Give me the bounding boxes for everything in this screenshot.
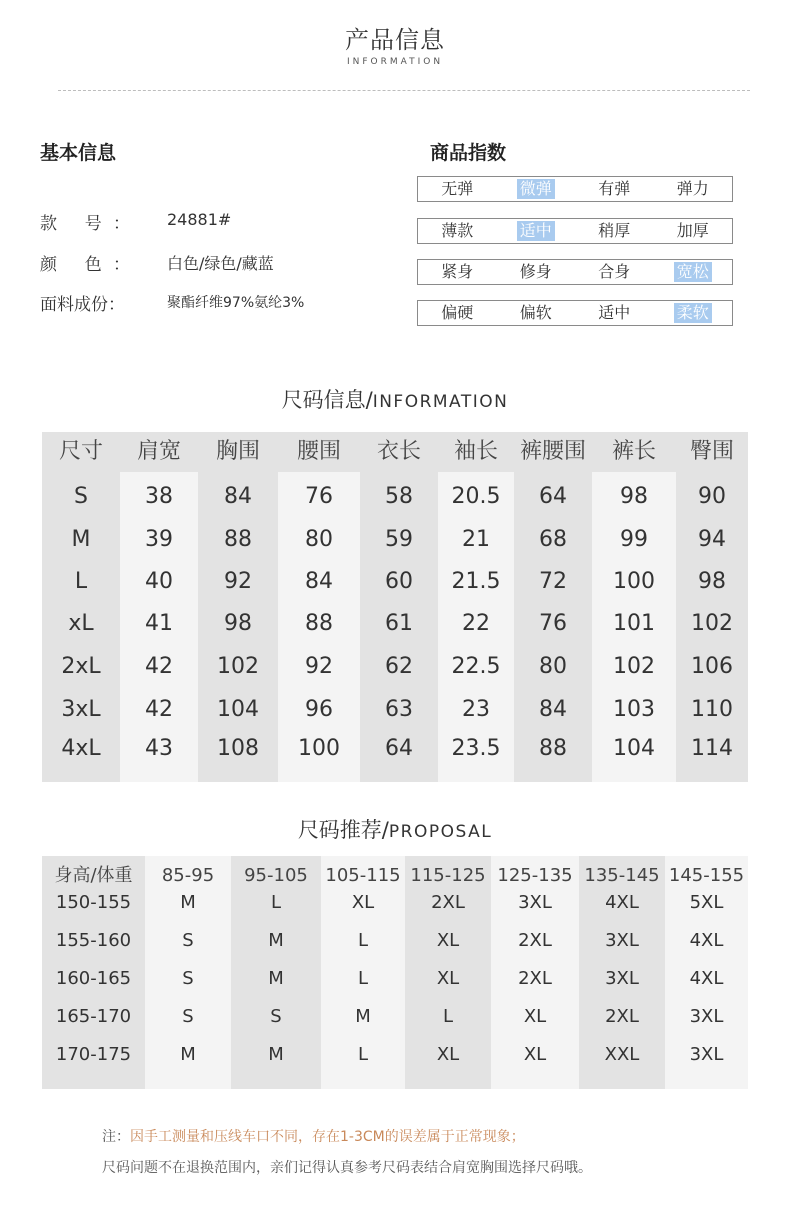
color-label: 颜 色： [40, 255, 130, 275]
size-cell: 64 [385, 736, 413, 761]
proposal-column-header: 125-135 [497, 865, 573, 886]
proposal-column [405, 856, 491, 1089]
size-column [198, 432, 278, 782]
size-cell: 76 [305, 484, 333, 509]
proposal-cell: 4XL [605, 892, 639, 913]
index-option [575, 219, 654, 243]
proposal-column-header: 95-105 [244, 865, 308, 886]
proposal-cell: S [270, 1006, 282, 1027]
size-cell: 98 [698, 569, 726, 594]
size-column [278, 432, 360, 782]
size-cell: 84 [539, 697, 567, 722]
size-cell: 80 [305, 527, 333, 552]
size-column-header: 腰围 [278, 432, 360, 472]
index-option-label: 柔软 [674, 303, 712, 323]
size-cell: 21 [462, 527, 490, 552]
index-option [497, 301, 576, 325]
size-column-header: 衣长 [360, 432, 438, 472]
proposal-cell: 3XL [689, 1006, 724, 1027]
size-cell: 103 [613, 697, 655, 722]
basic-info-heading: 基本信息 [40, 142, 117, 164]
index-option-label: 合身 [598, 262, 631, 281]
size-cell: 104 [217, 697, 259, 722]
size-cell: 42 [145, 654, 173, 679]
size-column [42, 432, 120, 782]
size-cell: 3xL [61, 697, 101, 722]
size-proposal-title-en: PROPOSAL [388, 822, 493, 842]
note-prefix: 注： [102, 1129, 130, 1145]
size-column [438, 432, 514, 782]
size-column-header: 臀围 [676, 432, 748, 472]
size-cell: 102 [691, 611, 733, 636]
index-option [575, 260, 654, 284]
index-option-label: 紧身 [441, 262, 474, 281]
proposal-cell: 4XL [689, 930, 724, 951]
size-cell: 114 [691, 736, 733, 761]
size-cell: 68 [539, 527, 567, 552]
note-line-1 [102, 1126, 525, 1146]
proposal-cell: XXL [604, 1044, 640, 1065]
proposal-cell: M [180, 892, 196, 913]
size-cell: 88 [539, 736, 567, 761]
index-option-selected [654, 301, 733, 325]
size-cell: 106 [691, 654, 733, 679]
index-option-label: 薄款 [441, 221, 474, 240]
proposal-cell: 3XL [689, 1044, 724, 1065]
proposal-cell: 170-175 [55, 1044, 132, 1065]
size-cell: 102 [613, 654, 655, 679]
proposal-cell: 3XL [605, 968, 639, 989]
page-subtitle: INFORMATION [346, 57, 444, 67]
size-cell: xL [68, 611, 94, 636]
index-option-label: 偏软 [519, 303, 552, 322]
size-cell: 98 [224, 611, 252, 636]
proposal-column [145, 856, 231, 1089]
size-cell: 101 [613, 611, 655, 636]
proposal-cell: S [182, 1006, 194, 1027]
size-info-title [0, 384, 790, 414]
index-option [654, 177, 733, 201]
index-option [418, 301, 497, 325]
size-column [676, 432, 748, 782]
product-index-heading: 商品指数 [430, 142, 507, 164]
index-option-label: 微弹 [517, 179, 555, 199]
index-option-label: 修身 [519, 262, 552, 281]
proposal-cell: 160-165 [55, 968, 132, 989]
proposal-cell: XL [523, 1044, 547, 1065]
size-cell: 62 [385, 654, 413, 679]
size-column [514, 432, 592, 782]
size-cell: 90 [698, 484, 726, 509]
size-proposal-table [42, 856, 748, 1089]
size-cell: 23 [462, 697, 490, 722]
proposal-cell: 5XL [689, 892, 724, 913]
size-column [360, 432, 438, 782]
size-cell: 64 [539, 484, 567, 509]
size-cell: 22.5 [451, 654, 501, 679]
index-option [654, 219, 733, 243]
proposal-cell: 165-170 [55, 1006, 132, 1027]
size-cell: 2xL [61, 654, 101, 679]
proposal-column-header: 105-115 [325, 865, 401, 886]
size-cell: 110 [691, 697, 733, 722]
index-row [417, 176, 733, 202]
size-cell: 21.5 [451, 569, 501, 594]
index-option-label: 宽松 [674, 262, 712, 282]
proposal-cell: XL [436, 1044, 460, 1065]
style-number-label: 款 号： [40, 214, 130, 234]
size-cell: L [74, 569, 88, 594]
proposal-cell: 2XL [518, 968, 552, 989]
size-cell: 94 [698, 527, 726, 552]
index-option-label: 有弹 [598, 179, 631, 198]
index-option [575, 301, 654, 325]
size-cell: 38 [145, 484, 173, 509]
size-cell: 61 [385, 611, 413, 636]
proposal-cell: 3XL [605, 930, 639, 951]
size-cell: 42 [145, 697, 173, 722]
index-option-label: 加厚 [676, 221, 709, 240]
proposal-cell: M [268, 1044, 284, 1065]
proposal-cell: M [268, 930, 284, 951]
size-column-header: 袖长 [438, 432, 514, 472]
proposal-cell: L [270, 892, 282, 913]
size-cell: 88 [224, 527, 252, 552]
size-proposal-title-cn: 尺码推荐/ [297, 818, 389, 842]
index-row [417, 218, 733, 244]
size-cell: 100 [613, 569, 655, 594]
proposal-column [321, 856, 405, 1089]
size-column [592, 432, 676, 782]
proposal-column [491, 856, 579, 1089]
size-cell: S [74, 484, 88, 509]
proposal-cell: XL [436, 930, 460, 951]
size-column [120, 432, 198, 782]
size-info-table [42, 432, 748, 782]
index-option [418, 177, 497, 201]
index-row [417, 259, 733, 285]
index-option-selected [497, 219, 576, 243]
index-option-label: 无弹 [441, 179, 474, 198]
proposal-cell: 150-155 [55, 892, 132, 913]
proposal-column [579, 856, 665, 1089]
proposal-column-header: 身高/体重 [54, 865, 133, 886]
size-cell: 84 [224, 484, 252, 509]
index-option [418, 219, 497, 243]
proposal-column-header: 85-95 [161, 865, 215, 886]
proposal-cell: XL [523, 1006, 547, 1027]
size-cell: 102 [217, 654, 259, 679]
size-cell: 22 [462, 611, 490, 636]
size-cell: 40 [145, 569, 173, 594]
proposal-cell: L [357, 1044, 369, 1065]
fabric-value: 聚酯纤维97%氨纶3% [167, 295, 305, 311]
size-column-header: 尺寸 [42, 432, 120, 472]
size-cell: 99 [620, 527, 648, 552]
size-cell: 76 [539, 611, 567, 636]
proposal-cell: 4XL [689, 968, 724, 989]
size-cell: 72 [539, 569, 567, 594]
size-cell: 98 [620, 484, 648, 509]
proposal-cell: S [182, 930, 194, 951]
proposal-column-header: 115-125 [410, 865, 486, 886]
size-cell: 84 [305, 569, 333, 594]
size-cell: 63 [385, 697, 413, 722]
proposal-cell: L [357, 968, 369, 989]
proposal-column [42, 856, 145, 1089]
fabric-label: 面料成份： [40, 295, 125, 315]
proposal-cell: XL [436, 968, 460, 989]
index-option-label: 稍厚 [598, 221, 631, 240]
proposal-cell: L [442, 1006, 454, 1027]
index-option-label: 偏硬 [441, 303, 474, 322]
size-column-header: 肩宽 [120, 432, 198, 472]
size-info-title-cn: 尺码信息/ [281, 388, 373, 412]
proposal-cell: 155-160 [55, 930, 132, 951]
size-column-header: 裤腰围 [514, 432, 592, 472]
proposal-cell: M [268, 968, 284, 989]
size-cell: 80 [539, 654, 567, 679]
index-option-label: 弹力 [676, 179, 709, 198]
index-option [497, 260, 576, 284]
dashed-divider [58, 90, 750, 91]
size-column-header: 裤长 [592, 432, 676, 472]
proposal-cell: 2XL [518, 930, 552, 951]
color-value: 白色/绿色/藏蓝 [167, 254, 274, 273]
size-cell: 58 [385, 484, 413, 509]
size-cell: 23.5 [451, 736, 501, 761]
size-column-header: 胸围 [198, 432, 278, 472]
size-cell: 4xL [61, 736, 101, 761]
size-cell: 92 [305, 654, 333, 679]
proposal-cell: 3XL [518, 892, 552, 913]
proposal-cell: L [357, 930, 369, 951]
size-cell: 104 [613, 736, 655, 761]
size-cell: M [71, 527, 91, 552]
size-cell: 92 [224, 569, 252, 594]
size-cell: 96 [305, 697, 333, 722]
size-cell: 59 [385, 527, 413, 552]
index-option-label: 适中 [517, 221, 555, 241]
proposal-cell: 2XL [605, 1006, 639, 1027]
size-cell: 88 [305, 611, 333, 636]
index-option-selected [497, 177, 576, 201]
size-cell: 20.5 [451, 484, 501, 509]
index-option [418, 260, 497, 284]
index-option-selected [654, 260, 733, 284]
index-option [575, 177, 654, 201]
size-cell: 41 [145, 611, 173, 636]
proposal-cell: M [355, 1006, 371, 1027]
size-cell: 108 [217, 736, 259, 761]
size-cell: 39 [145, 527, 173, 552]
size-cell: 100 [298, 736, 340, 761]
note-line-2: 尺码问题不在退换范围内，亲们记得认真参考尺码表结合肩宽胸围选择尺码哦。 [102, 1160, 592, 1176]
index-row [417, 300, 733, 326]
proposal-cell: 2XL [431, 892, 465, 913]
size-cell: 43 [145, 736, 173, 761]
proposal-column [665, 856, 748, 1089]
note-text-1: 因手工测量和压线车口不同，存在1-3CM的误差属于正常现象； [130, 1129, 525, 1145]
page-title: 产品信息 [345, 26, 445, 54]
proposal-column-header: 145-155 [668, 865, 745, 886]
size-info-title-en: INFORMATION [372, 392, 509, 412]
proposal-column [231, 856, 321, 1089]
proposal-cell: XL [351, 892, 375, 913]
proposal-column-header: 135-145 [584, 865, 660, 886]
size-proposal-title [0, 814, 790, 844]
style-number-value: 24881# [167, 210, 232, 229]
proposal-cell: M [180, 1044, 196, 1065]
size-cell: 60 [385, 569, 413, 594]
index-option-label: 适中 [598, 303, 631, 322]
proposal-cell: S [182, 968, 194, 989]
